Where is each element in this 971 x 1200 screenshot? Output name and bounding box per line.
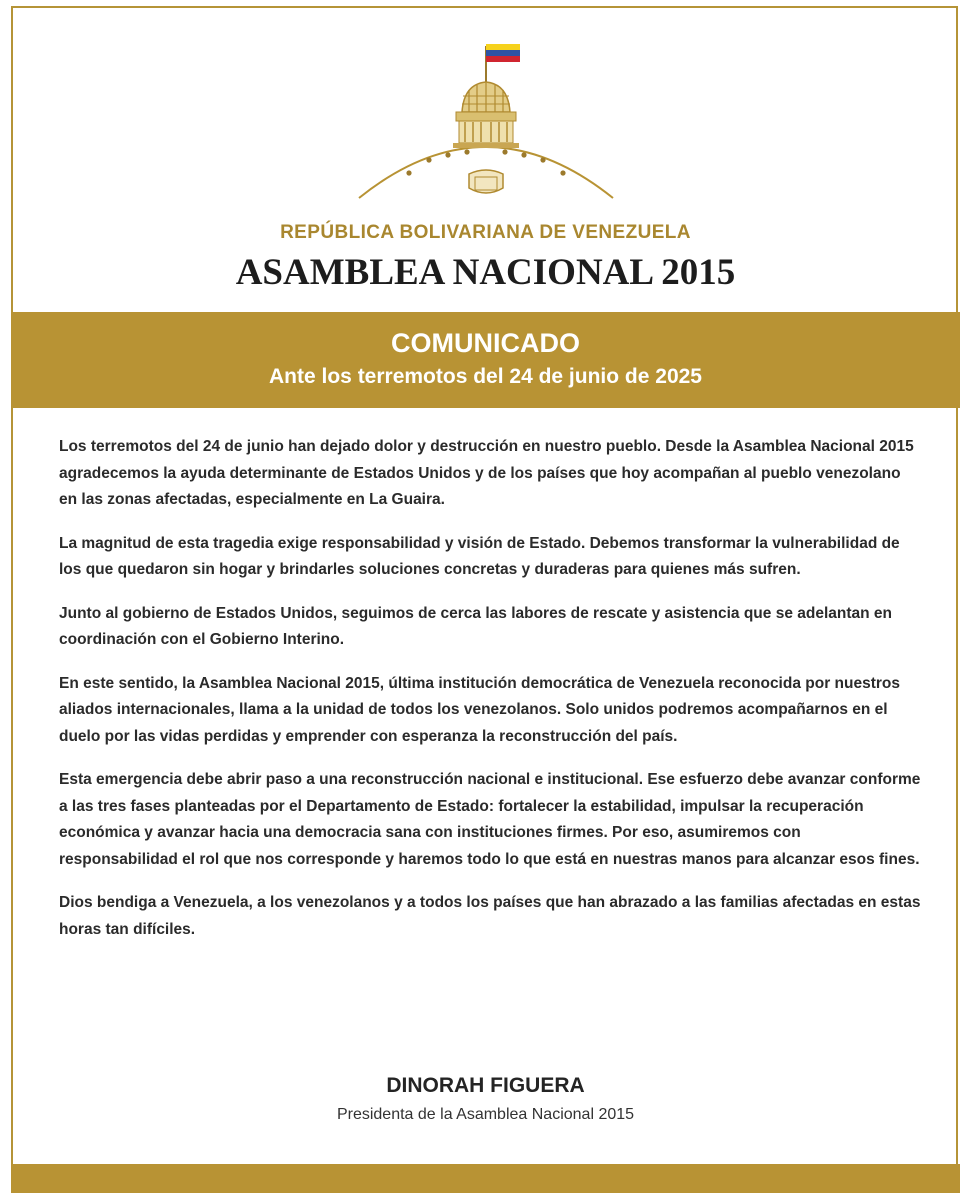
assembly-title: ASAMBLEA NACIONAL 2015 bbox=[235, 252, 736, 293]
paragraph: La magnitud de esta tragedia exige responsabilidad y visión de Estado. Debemos transformar la vulnerabilidad de los que quedaron sin hogar y brindarles soluciones concretas y duraderas para quienes más sufren. bbox=[59, 534, 900, 578]
paragraph: Junto al gobierno de Estados Unidos, seguimos de cerca las labores de rescate y asistencia que se adelantan en coordinación con el Gobierno Interino. bbox=[59, 604, 892, 648]
footer-bar bbox=[11, 1164, 960, 1193]
banner-subtitle: Ante los terremotos del 24 de junio de 2025 bbox=[269, 365, 702, 388]
capitol-dome-emblem-icon bbox=[355, 38, 617, 210]
statement-body bbox=[59, 434, 921, 960]
paragraph: En este sentido, la Asamblea Nacional 2015, última institución democrática de Venezuela reconocida por nuestros aliados internacionales, llama a la unidad de todos los venezolanos. Solo unidos podremos acompañarnos en el duelo por las vidas perdidas y emprender con esperanza la reconstrucción del país. bbox=[59, 674, 900, 745]
paragraph: Esta emergencia debe abrir paso a una reconstrucción nacional e institucional. Ese esfuerzo debe avanzar conforme a las tres fases planteadas por el Departamento de Estado: fortalecer la estabilidad, impulsar la recuperación económica y avanzar hacia una democracia sana con instituciones firmes. Por eso, asumiremos con responsabilidad el rol que nos corresponde y haremos todo lo que está en nuestras manos para alcanzar esos fines. bbox=[59, 771, 921, 868]
venezuela-flag-icon bbox=[486, 44, 520, 62]
republic-heading: REPÚBLICA BOLIVARIANA DE VENEZUELA bbox=[280, 222, 691, 243]
signer-role: Presidenta de la Asamblea Nacional 2015 bbox=[336, 1106, 635, 1123]
banner-title: COMUNICADO bbox=[391, 328, 580, 358]
announcement-banner bbox=[11, 312, 960, 408]
signer-name: DINORAH FIGUERA bbox=[386, 1074, 585, 1097]
paragraph: Dios bendiga a Venezuela, a los venezolanos y a todos los países que han abrazado a las familias afectadas en estas horas tan difíciles. bbox=[59, 894, 921, 938]
paragraph: Los terremotos del 24 de junio han dejado dolor y destrucción en nuestro pueblo. Desde la Asamblea Nacional 2015 agradecemos la ayuda determinante de Estados Unidos y de los países que hoy acompañan al pueblo venezolano en las zonas afectadas, especialmente en La Guaira. bbox=[59, 438, 914, 508]
